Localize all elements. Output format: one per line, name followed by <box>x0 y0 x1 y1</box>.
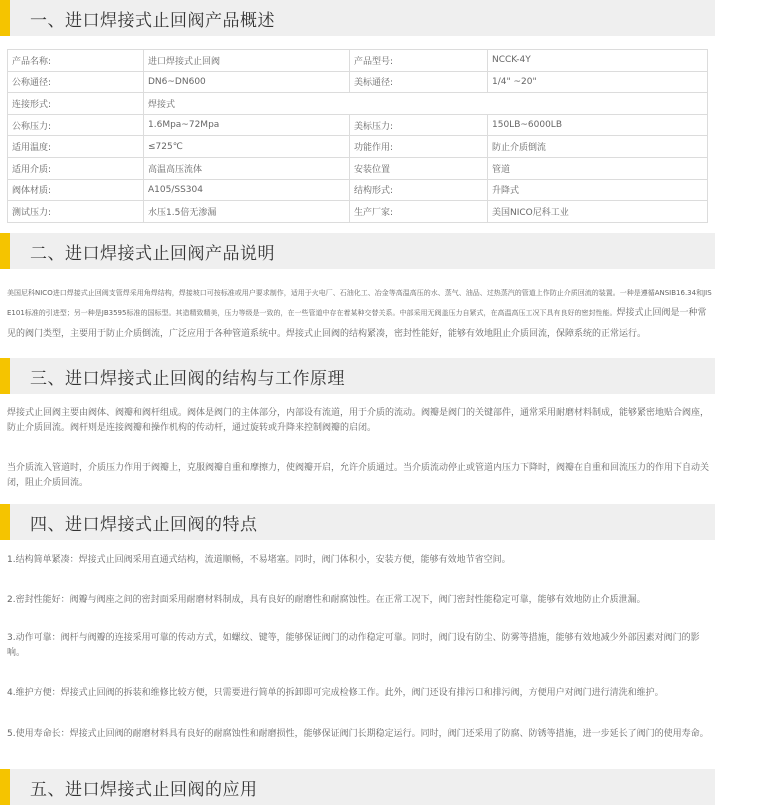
section-accent-bar <box>0 504 10 540</box>
feature-item: 2.密封性能好：阀瓣与阀座之间的密封面采用耐磨材料制成，具有良好的耐磨性和耐腐蚀性。在正常工况下，阀门密封性能稳定可靠，能够有效地防止介质泄漏。 <box>7 595 646 605</box>
intro-paragraph <box>7 280 712 342</box>
table-row: 产品名称: 进口焊接式止回阀 产品型号: NCCK-4Y <box>8 50 708 72</box>
section-accent-bar <box>0 358 10 394</box>
feature-item: 3.动作可靠：阀杆与阀瓣的连接采用可靠的传动方式，如螺纹、键等，能够保证阀门的动作稳定可靠。同时，阀门设有防尘、防雾等措施，能够有效地减少外部因素对阀门的影响。 <box>7 633 700 658</box>
intro-normal-text: 焊接式止回阀是一种常见的阀门类型，主要用于防止介质倒流，广泛应用于各种管道系统中。焊接式止回阀的结构紧凑，密封性能好，能够有效地阻止介质回流，保障系统的正常运行。 <box>7 308 707 339</box>
table-row: 公称压力: 1.6Mpa~72Mpa 美标压力: 150LB~6000LB <box>8 114 708 136</box>
section-title: 二、进口焊接式止回阀产品说明 <box>30 243 275 264</box>
intro-small-text: 美国尼科NICO进口焊接式止回阀支管焊采用角焊结构，焊接坡口可按标准或用户要求制作，适用于火电厂、石油化工、冶金等高温高压的水、蒸气、油品、过热蒸汽的管道上作防止介质回流的装置。一种是遵循ANSIB16.34和JIS E101标准的引进型；另一种是JB3595标准的国标型。其造精致精美，压力等级是一致的，在一些管道中存在着某种交替关系。中部采用无阀盖压力自紧式，在高温高压工况下具有良好的密封性能。 <box>7 289 712 317</box>
table-row: 适用温度: ≤725℃ 功能作用: 防止介质倒流 <box>8 136 708 158</box>
section-title: 五、进口焊接式止回阀的应用 <box>30 779 258 800</box>
section-title: 四、进口焊接式止回阀的特点 <box>30 514 258 535</box>
feature-item: 5.使用寿命长：焊接式止回阀的耐磨材料具有良好的耐腐蚀性和耐磨损性，能够保证阀门长期稳定运行。同时，阀门还采用了防腐、防锈等措施，进一步延长了阀门的使用寿命。 <box>7 729 709 739</box>
feature-item: 4.维护方便：焊接式止回阀的拆装和维修比较方便，只需要进行简单的拆卸即可完成检修工作。此外，阀门还设有排污口和排污阀，方便用户对阀门进行清洗和维护。 <box>7 688 664 698</box>
section-accent-bar <box>0 233 10 269</box>
section-header-description <box>0 233 715 269</box>
section-title: 一、进口焊接式止回阀产品概述 <box>30 10 275 31</box>
product-params-table <box>7 49 708 223</box>
section-header-structure <box>0 358 715 394</box>
table-row: 适用介质: 高温高压流体 安装位置 管道 <box>8 157 708 179</box>
table-row: 阀体材质: A105/SS304 结构形式: 升降式 <box>8 179 708 201</box>
section-header-features <box>0 504 715 540</box>
section-accent-bar <box>0 0 10 36</box>
table-row: 公称通径: DN6~DN600 美标通径: 1/4" ~20" <box>8 71 708 93</box>
section-title: 三、进口焊接式止回阀的结构与工作原理 <box>30 368 345 389</box>
table-row: 连接形式: 焊接式 <box>8 93 708 115</box>
structure-paragraph: 焊接式止回阀主要由阀体、阀瓣和阀杆组成。阀体是阀门的主体部分，内部设有流道，用于介质的流动。阀瓣是阀门的关键部件，通常采用耐磨材料制成，能够紧密地贴合阀座，防止介质回流。阀杆则是连接阀瓣和操作机构的传动杆，通过旋转或升降来控制阀瓣的启闭。 <box>7 408 710 433</box>
section-header-overview <box>0 0 715 36</box>
principle-paragraph: 当介质流入管道时，介质压力作用于阀瓣上，克服阀瓣自重和摩擦力，使阀瓣开启，允许介质通过。当介质流动停止或管道内压力下降时，阀瓣在自重和回流压力的作用下自动关闭，阻止介质回流。 <box>7 463 710 488</box>
feature-item: 1.结构简单紧凑：焊接式止回阀采用直通式结构，流道顺畅，不易堵塞。同时，阀门体积小，安装方便，能够有效地节省空间。 <box>7 555 511 565</box>
table-row: 测试压力: 水压1.5倍无渗漏 生产厂家: 美国NICO尼科工业 <box>8 201 708 223</box>
section-header-applications <box>0 769 715 805</box>
section-accent-bar <box>0 769 10 805</box>
